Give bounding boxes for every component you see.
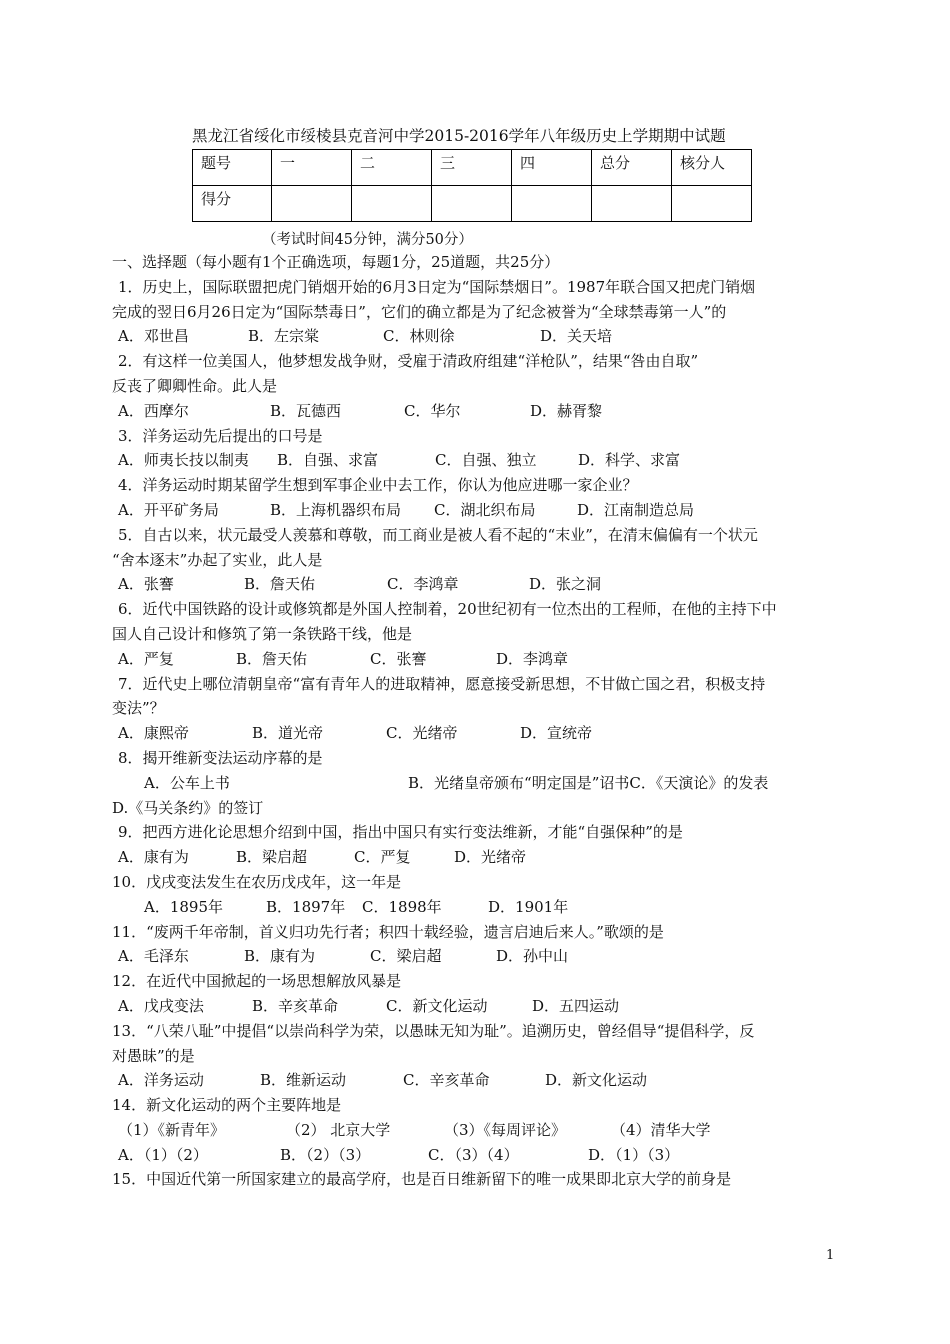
page-number: 1 bbox=[826, 1248, 835, 1263]
option-a: A．邓世昌 bbox=[118, 327, 189, 346]
option-a: A．师夷长技以制夷 bbox=[118, 451, 249, 470]
option-c: C．光绪帝 bbox=[386, 724, 458, 743]
table-cell-blank[interactable] bbox=[592, 186, 672, 222]
option-row bbox=[112, 895, 842, 920]
option-c: C．湖北织布局 bbox=[434, 500, 536, 519]
question-text: 6．近代中国铁路的设计或修筑都是外国人控制着，20世纪初有一位杰出的工程师，在他的主持下中 bbox=[118, 600, 777, 619]
option-b: B．上海机器织布局 bbox=[270, 500, 402, 519]
option-row bbox=[112, 498, 842, 523]
option-d: D．孙中山 bbox=[496, 947, 569, 966]
option-c: C．1898年 bbox=[362, 897, 442, 916]
option-b: B．维新运动 bbox=[260, 1071, 347, 1090]
option-b: B．瓦德西 bbox=[270, 401, 342, 420]
option-c: C．林则徐 bbox=[383, 327, 455, 346]
option-b: B．（2）（3） bbox=[280, 1145, 371, 1164]
option-row bbox=[112, 944, 842, 969]
score-table-header-row bbox=[193, 150, 752, 186]
option-d: D．宣统帝 bbox=[520, 724, 593, 743]
option-a: A．张謇 bbox=[118, 575, 174, 594]
option-a: A．（1）（2） bbox=[118, 1145, 208, 1164]
option-d: D．（1）（3） bbox=[588, 1145, 680, 1164]
table-cell-blank[interactable] bbox=[672, 186, 752, 222]
item-row bbox=[112, 1118, 842, 1143]
table-cell: 三 bbox=[432, 150, 512, 186]
option-c: C．严复 bbox=[354, 848, 411, 867]
option-row bbox=[112, 572, 842, 597]
option-b-c: B．光绪皇帝颁布“明定国是”诏书C．《天演论》的发表 bbox=[408, 773, 769, 792]
option-row bbox=[112, 994, 842, 1019]
option-d: D．江南制造总局 bbox=[577, 500, 695, 519]
question-text: 9．把西方进化论思想介绍到中国，指出中国只有实行变法维新，才能“自强保种”的是 bbox=[118, 823, 683, 842]
item-4: （4）清华大学 bbox=[611, 1120, 711, 1139]
option-b: B．左宗棠 bbox=[248, 327, 320, 346]
option-row bbox=[112, 721, 842, 746]
option-a: A．毛泽东 bbox=[118, 947, 189, 966]
option-b: B．梁启超 bbox=[236, 848, 308, 867]
option-row bbox=[112, 647, 842, 672]
option-a: A．1895年 bbox=[144, 897, 224, 916]
option-d: D．五四运动 bbox=[532, 996, 620, 1015]
option-b: B．詹天佑 bbox=[236, 649, 308, 668]
question-body bbox=[112, 250, 842, 1192]
option-c: C．梁启超 bbox=[370, 947, 442, 966]
question-text: 14．新文化运动的两个主要阵地是 bbox=[112, 1096, 342, 1115]
question-text: 1．历史上，国际联盟把虎门销烟开始的6月3日定为“国际禁烟日”。1987年联合国又把虎门销烟 bbox=[118, 277, 756, 296]
section-heading: 一、选择题（每小题有1个正确选项，每题1分，25道题，共25分） bbox=[112, 253, 560, 271]
table-cell: 二 bbox=[352, 150, 432, 186]
option-d: D．李鸿章 bbox=[496, 649, 569, 668]
question-text: 2．有这样一位美国人，他梦想发战争财，受雇于清政府组建“洋枪队”，结果“咎由自取” bbox=[118, 352, 699, 371]
option-b: B．道光帝 bbox=[252, 724, 324, 743]
question-text: 8．揭开维新变法运动序幕的是 bbox=[118, 748, 323, 767]
item-2: （2） 北京大学 bbox=[286, 1120, 391, 1139]
option-row bbox=[112, 324, 842, 349]
table-cell: 核分人 bbox=[672, 150, 752, 186]
question-text: “舍本逐末”办起了实业，此人是 bbox=[112, 550, 323, 569]
option-a: A．康有为 bbox=[118, 848, 189, 867]
option-c: C．李鸿章 bbox=[387, 575, 459, 594]
option-a: A．严复 bbox=[118, 649, 174, 668]
option-b: B．康有为 bbox=[244, 947, 316, 966]
option-c: C．（3）（4） bbox=[428, 1145, 519, 1164]
option-b: B．自强、求富 bbox=[277, 451, 379, 470]
score-table-score-row bbox=[193, 186, 752, 222]
table-cell-blank[interactable] bbox=[352, 186, 432, 222]
option-b: B．辛亥革命 bbox=[252, 996, 339, 1015]
table-cell: 题号 bbox=[193, 150, 272, 186]
score-table bbox=[192, 149, 752, 222]
question-text: 完成的翌日6月26日定为“国际禁毒日”，它们的确立都是为了纪念被誉为“全球禁毒第一人”的 bbox=[112, 302, 727, 321]
option-d: D．张之洞 bbox=[529, 575, 602, 594]
question-text: 10．戊戌变法发生在农历戊戌年，这一年是 bbox=[112, 872, 402, 891]
option-d: D．关天培 bbox=[540, 327, 613, 346]
question-text: 变法”？ bbox=[112, 699, 165, 718]
question-text: 15．中国近代第一所国家建立的最高学府，也是百日维新留下的唯一成果即北京大学的前身是 bbox=[112, 1170, 732, 1189]
option-d: D．新文化运动 bbox=[545, 1071, 648, 1090]
option-c: C．辛亥革命 bbox=[403, 1071, 490, 1090]
option-b: B．1897年 bbox=[266, 897, 346, 916]
option-row bbox=[112, 448, 842, 473]
option-a: A．开平矿务局 bbox=[118, 500, 219, 519]
option-d: D．1901年 bbox=[488, 897, 569, 916]
option-a: A．西摩尔 bbox=[118, 401, 189, 420]
item-3: （3）《每周评论》 bbox=[444, 1120, 567, 1139]
question-text: 5．自古以来，状元最受人羡慕和尊敬，而工商业是被人看不起的“末业”，在清末偏偏有一个状元 bbox=[118, 525, 758, 544]
question-text: 反丧了卿卿性命。此人是 bbox=[112, 376, 278, 395]
question-text: 国人自己设计和修筑了第一条铁路干线，他是 bbox=[112, 624, 413, 643]
option-d: D．赫胥黎 bbox=[530, 401, 603, 420]
table-cell: 四 bbox=[512, 150, 592, 186]
option-c: C．张謇 bbox=[370, 649, 427, 668]
question-text: 11．“废两千年帝制，首义归功先行者；积四十载经验，遗言启迪后来人。”歌颂的是 bbox=[112, 922, 664, 941]
option-c: C．自强、独立 bbox=[435, 451, 537, 470]
option-row bbox=[112, 399, 842, 424]
table-cell-blank[interactable] bbox=[512, 186, 592, 222]
question-text: 4．洋务运动时期某留学生想到军事企业中去工作，你认为他应进哪一家企业？ bbox=[118, 476, 638, 495]
option-c: C．新文化运动 bbox=[386, 996, 488, 1015]
exam-info: （考试时间45分钟，满分50分） bbox=[262, 232, 473, 248]
question-text: 7．近代史上哪位清朝皇帝“富有青年人的进取精神，愿意接受新思想，不甘做亡国之君，积极支持 bbox=[118, 674, 766, 693]
option-a: A．康熙帝 bbox=[118, 724, 189, 743]
table-cell-blank[interactable] bbox=[272, 186, 352, 222]
option-a: A．戊戌变法 bbox=[118, 996, 204, 1015]
question-text: 对愚昧”的是 bbox=[112, 1046, 195, 1065]
table-cell: 得分 bbox=[193, 186, 272, 222]
option-row bbox=[112, 1143, 842, 1168]
option-b: B．詹天佑 bbox=[244, 575, 316, 594]
option-c: C．华尔 bbox=[404, 401, 461, 420]
option-row bbox=[112, 1068, 842, 1093]
question-text: 12．在近代中国掀起的一场思想解放风暴是 bbox=[112, 972, 402, 991]
option-row bbox=[112, 771, 842, 796]
option-a: A．公车上书 bbox=[144, 773, 230, 792]
exam-title: 黑龙江省绥化市绥棱县克音河中学2015-2016学年八年级历史上学期期中试题 bbox=[192, 127, 726, 145]
option-row bbox=[112, 845, 842, 870]
question-text: 3．洋务运动先后提出的口号是 bbox=[118, 426, 323, 445]
table-cell: 总分 bbox=[592, 150, 672, 186]
option-d: D．光绪帝 bbox=[454, 848, 527, 867]
table-cell: 一 bbox=[272, 150, 352, 186]
option-d: D.《马关条约》的签订 bbox=[112, 798, 264, 817]
question-text: 13．“八荣八耻”中提倡“以崇尚科学为荣，以愚昧无知为耻”。追溯历史，曾经倡导“提倡科学，反 bbox=[112, 1021, 755, 1040]
table-cell-blank[interactable] bbox=[432, 186, 512, 222]
option-a: A．洋务运动 bbox=[118, 1071, 204, 1090]
option-d: D．科学、求富 bbox=[578, 451, 681, 470]
item-1: （1）《新青年》 bbox=[118, 1120, 226, 1139]
